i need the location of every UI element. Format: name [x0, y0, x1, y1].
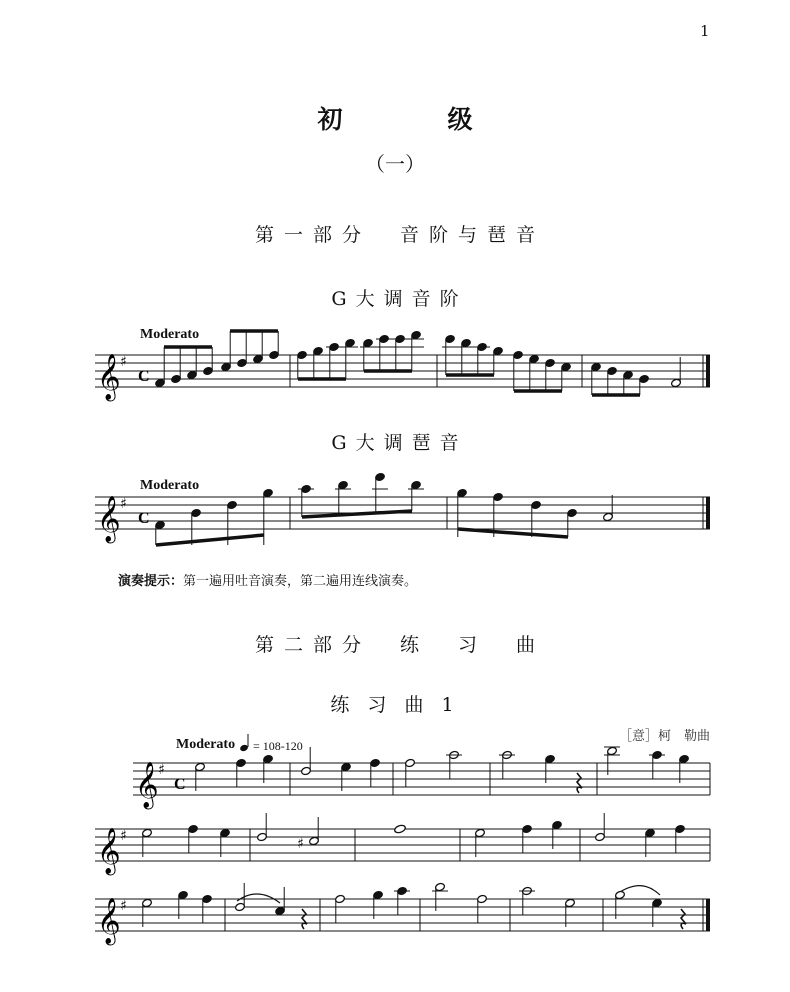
- treble-clef-icon: 𝄞: [97, 496, 121, 542]
- scale-tempo: Moderato: [140, 327, 200, 342]
- sharp-icon: ♯: [120, 898, 127, 914]
- beam: [156, 535, 264, 545]
- treble-clef-icon: 𝄞: [97, 354, 121, 400]
- quarter-rest-icon: [302, 909, 307, 929]
- quarter-rest-icon: [577, 773, 582, 793]
- etude-tempo: Moderato: [176, 737, 236, 752]
- page-number: 1: [700, 22, 710, 40]
- etude-staff-3: [95, 882, 710, 946]
- time-signature-c: C: [174, 776, 186, 793]
- etude-title: 练 习 曲 1: [330, 694, 460, 716]
- note: [394, 824, 407, 834]
- treble-clef-icon: 𝄞: [97, 898, 121, 944]
- sharp-icon: ♯: [158, 762, 165, 778]
- treble-clef-icon: 𝄞: [97, 828, 121, 874]
- time-signature-c: C: [138, 368, 150, 385]
- arpeggio-title: G大调琶音: [331, 432, 468, 454]
- metronome-note-icon: [239, 734, 249, 752]
- page-title: 初 级: [317, 105, 513, 134]
- arpeggio-staff: [95, 472, 710, 545]
- time-signature-c: C: [138, 510, 150, 527]
- arpeggio-tempo: Moderato: [140, 478, 200, 493]
- tip-text: 第一遍用吐音演奏，第二遍用连线演奏。: [183, 574, 418, 589]
- sharp-icon: ♯: [297, 836, 304, 852]
- sharp-icon: ♯: [120, 354, 127, 370]
- tip-label: 演奏提示：: [118, 574, 184, 589]
- etude-staff-2: [95, 813, 710, 876]
- page-subtitle: （一）: [365, 152, 425, 176]
- scale-staff: [95, 330, 710, 402]
- metronome-marking: = 108-120: [253, 739, 303, 753]
- composer-credit: ［意］柯 勒曲: [618, 729, 710, 744]
- sharp-icon: ♯: [120, 496, 127, 512]
- beam: [458, 529, 568, 537]
- slur: [620, 886, 660, 895]
- scale-title: G大调音阶: [331, 288, 468, 310]
- part2-heading: 第二部分 练 习 曲: [254, 634, 545, 656]
- part1-heading: 第一部分 音阶与琶音: [254, 224, 545, 246]
- slur: [237, 894, 280, 903]
- beam: [302, 511, 412, 517]
- treble-clef-icon: 𝄞: [135, 762, 159, 808]
- quarter-rest-icon: [681, 909, 686, 929]
- etude-staff-1: [133, 746, 710, 810]
- sharp-icon: ♯: [120, 828, 127, 844]
